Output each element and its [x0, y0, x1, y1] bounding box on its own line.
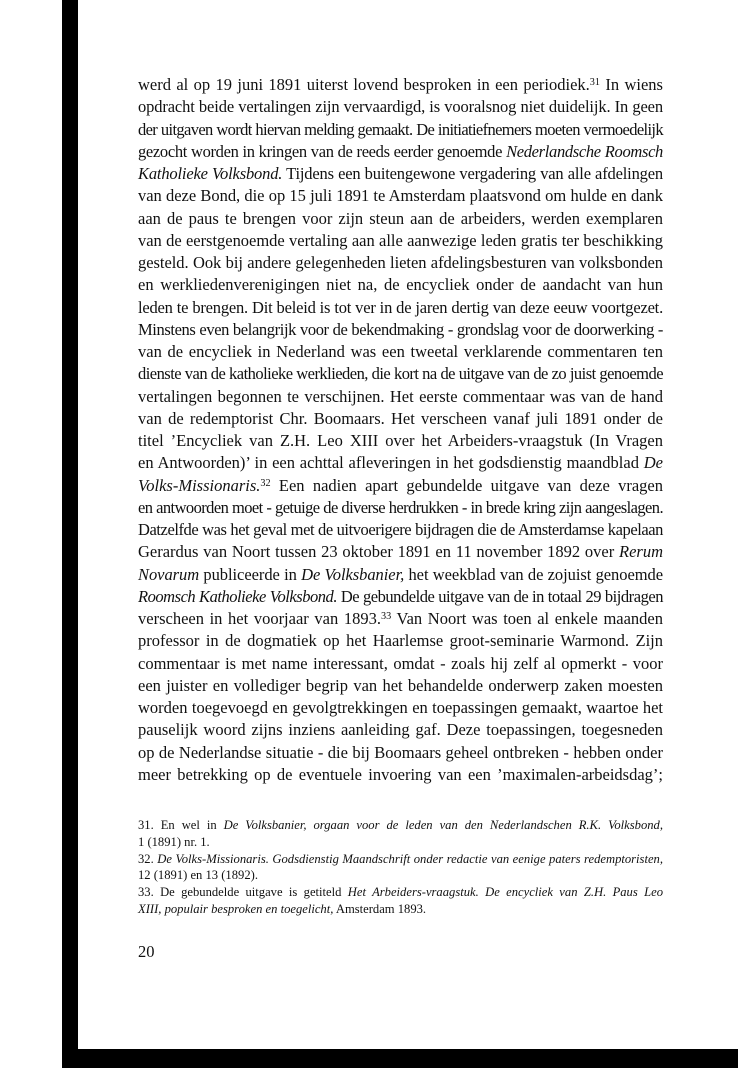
- body-line: [138, 630, 663, 652]
- body-line: [138, 764, 663, 786]
- italic-text: XIII, populair besproken en toegelicht,: [138, 901, 334, 916]
- body-line: [138, 675, 663, 697]
- body-line: [138, 319, 663, 341]
- text-run: titel ’Encycliek van Z.H. Leo XIII over het Arbeiders-vraagstuk (In Vragen: [138, 431, 663, 450]
- text-run: worden toegevoegd en gevolgtrekkingen en toepassingen gemaakt, waartoe het: [138, 698, 663, 717]
- text-run: een juister en vollediger begrip van het behandelde onderwerp zaken moesten: [138, 675, 663, 695]
- text-run: leden te brengen. Dit beleid is tot ver in de jaren dertig van deze eeuw voortgezet.: [138, 297, 663, 317]
- body-line: [138, 297, 663, 319]
- text-run: gezocht worden in kringen van de reeds eerder genoemde: [138, 141, 507, 161]
- text-run: der uitgaven wordt hiervan melding gemaakt. De initiatiefnemers moeten vermoedelijk: [138, 119, 663, 139]
- text-run: professor in de dogmatiek op het Haarlemse groot-seminarie Warmond. Zijn: [138, 631, 663, 651]
- text-run: 12 (1891) en 13 (1892).: [138, 868, 258, 883]
- italic-text: De Volksbanier,: [301, 564, 405, 584]
- italic-text: De Volksbanier, orgaan voor de leden van den Nederlandschen R.K. Volksbond,: [223, 818, 664, 832]
- text-run: het weekblad van de zojuist genoemde: [404, 564, 664, 584]
- body-line: [138, 141, 663, 163]
- italic-text: Katholieke Volksbond.: [138, 164, 283, 183]
- text-run: werd al op 19 juni 1891 uiterst lovend besproken in een periodiek.: [138, 75, 590, 94]
- italic-text: Rerum: [619, 542, 663, 562]
- footnote: [138, 884, 663, 918]
- text-run: 32.: [138, 851, 158, 866]
- text-run: gesteld. Ook bij andere gelegenheden lieten afdelingsbesturen van volksbonden: [138, 253, 663, 272]
- italic-text: Novarum: [138, 564, 200, 584]
- body-line: [138, 653, 663, 675]
- body-line: [138, 519, 663, 541]
- text-run: aan de paus te brengen voor zijn steun aan de arbeiders, werden exemplaren: [138, 208, 663, 228]
- text-run: pauselijk woord zijns inziens aanleiding gaf. Deze toepassingen, toegesneden: [138, 720, 663, 740]
- italic-text: Nederlandsche Roomsch: [506, 141, 663, 161]
- page-number: 20: [138, 942, 155, 961]
- body-line: [138, 185, 663, 207]
- footnote: [138, 817, 663, 851]
- body-line: [138, 208, 663, 230]
- text-run: De gebundelde uitgave van de in totaal 29 bijdragen: [336, 586, 663, 606]
- scan-border-left: [62, 0, 78, 1068]
- italic-text: Het Arbeiders-vraagstuk. De encycliek van Z.H. Paus Leo: [347, 885, 663, 900]
- body-line: [138, 497, 663, 519]
- body-line: [138, 697, 663, 719]
- body-line: [138, 74, 663, 96]
- text-run: commentaar is met name interessant, omdat - zoals hij zelf al opmerkt - voor: [138, 653, 663, 673]
- body-line: [138, 341, 663, 363]
- text-run: 33. De gebundelde uitgave is getiteld: [138, 885, 348, 900]
- body-line: [138, 586, 663, 608]
- text-run: Minstens even belangrijk voor de bekendmaking - grondslag voor de doorwerking -: [138, 319, 663, 339]
- footnotes: [138, 817, 663, 918]
- footnote-reference: 31: [589, 76, 600, 88]
- scan-border-bottom: [62, 1049, 738, 1068]
- text-run: verscheen in het voorjaar van 1893.: [138, 609, 381, 628]
- footnote-line: [138, 867, 663, 884]
- text-run: dienste van de katholieke werklieden, die kort na de uitgave van de zo juist genoemde: [138, 364, 663, 384]
- text-run: publiceerde in: [199, 564, 302, 584]
- body-line: [138, 608, 663, 630]
- text-run: en antwoorden moet - getuige de diverse herdrukken - in brede kring zijn aangeslagen.: [138, 497, 663, 517]
- footnote-line: [138, 851, 663, 868]
- italic-text: Volks-Missionaris.: [138, 475, 261, 495]
- body-line: [138, 541, 663, 563]
- footnote-reference: 33: [380, 610, 392, 622]
- text-run: Datzelfde was het geval met de uitvoerigere bijdragen die de Amsterdamse kapelaan: [138, 520, 663, 539]
- text-run: en Antwoorden)’ in een achttal afleveringen in het godsdienstig maandblad: [138, 453, 644, 473]
- body-line: [138, 163, 663, 185]
- italic-text: De: [643, 453, 663, 473]
- text-run: opdracht beide vertalingen zijn vervaardigd, is vooralsnog niet duidelijk. In geen: [138, 97, 663, 117]
- body-line: [138, 386, 663, 408]
- body-line: [138, 274, 663, 296]
- text-run: Van Noort was toen al enkele maanden: [391, 609, 663, 628]
- body-line: [138, 564, 663, 586]
- body-line: [138, 252, 663, 274]
- text-run: van de redemptorist Chr. Boomaars. Het verscheen vanaf juli 1891 onder de: [138, 408, 663, 428]
- footnote-reference: 32: [260, 477, 271, 489]
- footnote-line: [138, 834, 663, 851]
- italic-text: De Volks-Missionaris. Godsdienstig Maandschrift onder redactie van eenige paters redemptoristen,: [157, 851, 663, 866]
- body-line: [138, 742, 663, 764]
- text-run: van deze Bond, die op 15 juli 1891 te Amsterdam plaatsvond om hulde en dank: [138, 186, 663, 206]
- text-run: op de Nederlandse situatie - die bij Boomaars geheel ontbreken - hebben onder: [138, 742, 663, 762]
- text-run: Gerardus van Noort tussen 23 oktober 1891 en 11 november 1892 over: [138, 542, 619, 562]
- body-line: [138, 230, 663, 252]
- text-run: Tijdens een buitengewone vergadering van alle afdelingen: [282, 164, 663, 183]
- text-run: van de eerstgenoemde vertaling aan alle aanwezige leden gratis ter beschikking: [138, 230, 663, 250]
- text-run: meer betrekking op de eventuele invoering van een ’maximalen-arbeidsdag’;: [138, 764, 663, 784]
- text-run: 31. En wel in: [138, 818, 224, 832]
- italic-text: Roomsch Katholieke Volksbond.: [138, 586, 337, 606]
- body-line: [138, 719, 663, 741]
- text-run: van de encycliek in Nederland was een tweetal verklarende commentaren ten: [138, 342, 663, 361]
- footnote-line: [138, 817, 663, 834]
- body-line: [138, 475, 663, 497]
- footnote-line: [138, 901, 663, 918]
- footnote-line: [138, 884, 663, 901]
- text-run: en werkliedenverenigingen niet na, de encycliek onder de aandacht van hun: [138, 275, 663, 295]
- body-text: [138, 74, 663, 786]
- body-line: [138, 119, 663, 141]
- body-line: [138, 408, 663, 430]
- text-run: vertalingen begonnen te verschijnen. Het eerste commentaar was van de hand: [138, 386, 663, 406]
- body-line: [138, 430, 663, 452]
- footnote: [138, 851, 663, 885]
- body-line: [138, 363, 663, 385]
- text-run: Amsterdam 1893.: [333, 901, 427, 916]
- text-run: Een nadien apart gebundelde uitgave van deze vragen: [270, 475, 663, 495]
- text-run: In wiens: [600, 75, 663, 94]
- text-run: 1 (1891) nr. 1.: [138, 834, 210, 849]
- body-line: [138, 96, 663, 118]
- body-line: [138, 452, 663, 474]
